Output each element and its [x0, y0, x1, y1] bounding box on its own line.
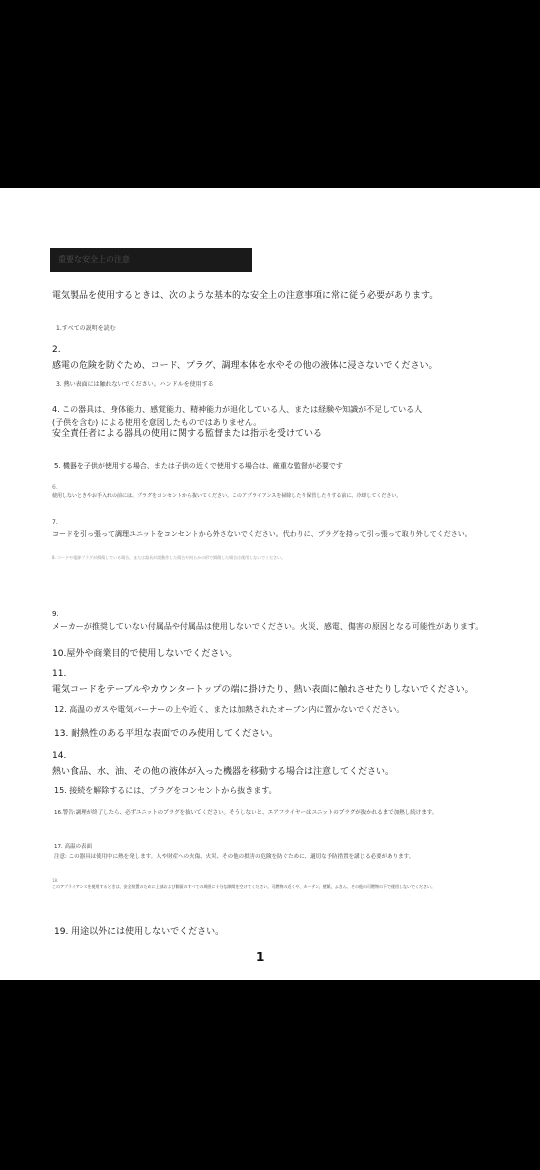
item-18-number: 18.: [52, 878, 59, 883]
item-12: 12. 高温のガスや電気バーナーの上や近く、または加熱されたオーブン内に置かないでください。: [54, 705, 405, 714]
item-1: 1.すべての説明を読む: [56, 325, 116, 332]
item-6-text: 使用しないときやお手入れの前には、プラグをコンセントから抜いてください。このアプライアンスを掃除したり保管したりする前に、冷却してください。: [52, 493, 402, 499]
item-9-number: 9.: [52, 610, 59, 618]
item-11-number: 11.: [52, 669, 67, 679]
item-4-line2: (子供を含む) による使用を意図したものではありません。: [52, 418, 262, 427]
item-19: 19. 用途以外には使用しないでください。: [54, 927, 225, 937]
section-header-bar: [50, 248, 252, 272]
document-page: [0, 188, 540, 980]
item-7-text: コードを引っ張って調理ユニットをコンセントから外さないでください。代わりに、プラグを持って引っ張って取り外してください。: [52, 530, 472, 538]
item-2-number: 2.: [52, 345, 61, 355]
item-15: 15. 接続を解除するには、プラグをコンセントから抜きます。: [54, 786, 277, 795]
item-6-number: 6.: [52, 484, 58, 491]
item-8-text: 8. コードや電源プラグが損傷している場合、または器具が誤動作した場合や何らかの形で損傷した場合は使用しないでください。: [52, 555, 286, 560]
item-13: 13. 耐熱性のある平坦な表面でのみ使用してください。: [54, 729, 279, 739]
section-header-label: 重要な安全上の注意: [58, 255, 130, 264]
item-4-line1: 4. この器具は、身体能力、感覚能力、精神能力が退化している人、または経験や知識が不足している人: [52, 405, 423, 414]
item-9-text: メーカーが推奨していない付属品や付属品は使用しないでください。火災、感電、傷害の原因となる可能性があります。: [52, 622, 484, 631]
item-5: 5. 機器を子供が使用する場合、または子供の近くで使用する場合は、厳重な監督が必要です: [54, 462, 343, 470]
item-17-title: 17. 高温の表面: [54, 844, 92, 850]
item-14-number: 14.: [52, 751, 67, 761]
item-17-text: 注意: この器具は使用中に熱を発します。人や財産への火傷、火災、その他の損害の危険を防ぐために、適切な予防措置を講じる必要があります。: [54, 854, 415, 860]
page-number: 1: [256, 950, 265, 964]
item-16: 16.警告:調理が終了したら、必ずユニットのプラグを抜いてください。そうしないと、エアフライヤーはユニットのプラグが抜かれるまで加熱し続けます。: [54, 810, 438, 816]
item-18-text: このアプライアンスを使用するときは、安全装置のために上部および側面のすべての周囲に十分な隙間を空けてください。可燃物の近くや、カーテン、壁紙、ふきん、その他の可燃物の下で使用しないでください。: [52, 884, 436, 889]
item-2-text: 感電の危険を防ぐため、コード、プラグ、調理本体を水やその他の液体に浸さないでください。: [52, 361, 438, 371]
item-7-number: 7.: [52, 519, 58, 526]
intro-text: 電気製品を使用するときは、次のような基本的な安全上の注意事項に常に従う必要があります。: [52, 291, 439, 301]
item-4-line3: 安全責任者による器具の使用に関する監督または指示を受けている: [52, 429, 323, 439]
item-3: 3. 熱い表面には触れないでください。ハンドルを使用する: [56, 381, 214, 388]
item-10: 10.屋外や商業目的で使用しないでください。: [52, 649, 238, 659]
item-11-text: 電気コードをテーブルやカウンタートップの端に掛けたり、熱い表面に触れさせたりしないでください。: [52, 685, 474, 695]
item-14-text: 熱い食品、水、油、その他の液体が入った機器を移動する場合は注意してください。: [52, 767, 395, 777]
